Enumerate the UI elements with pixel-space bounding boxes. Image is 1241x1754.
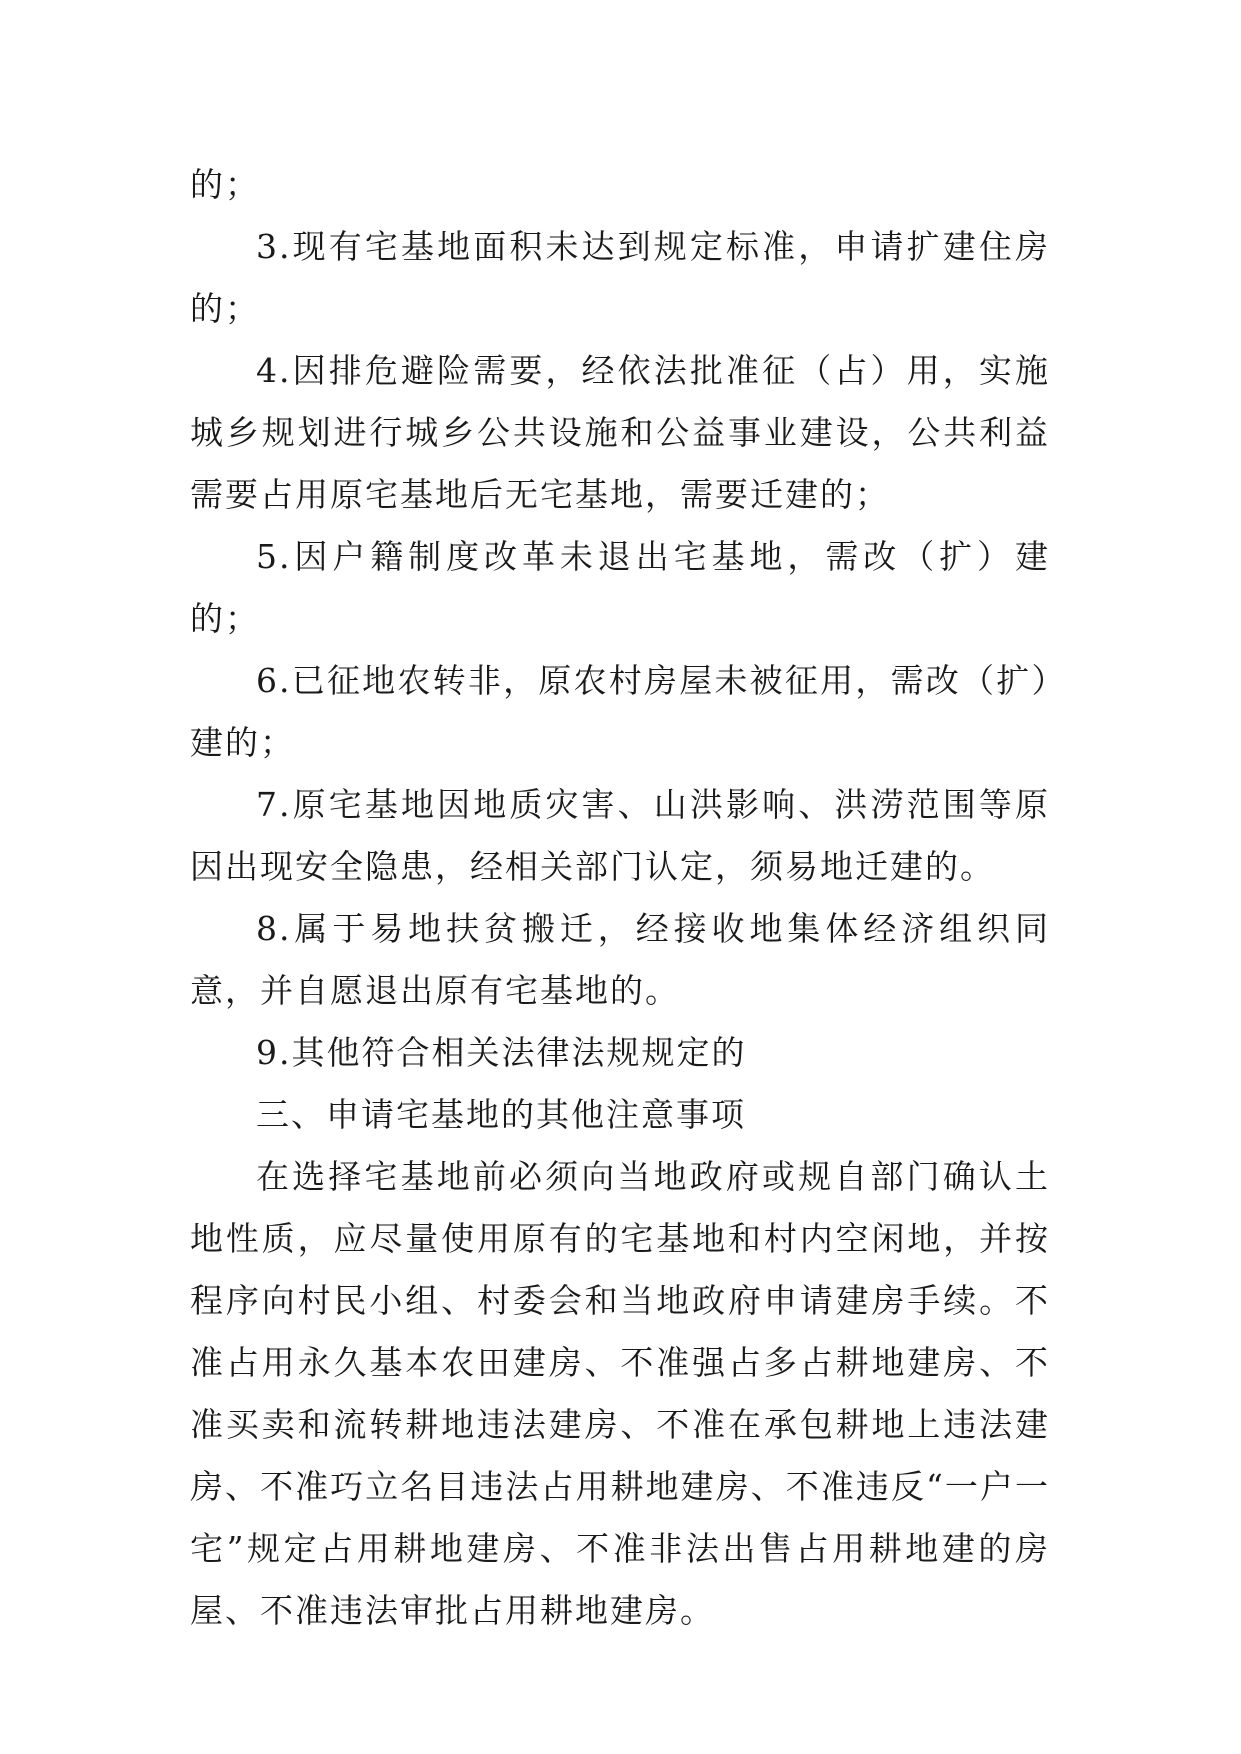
- list-item-8: 8.属于易地扶贫搬迁，经接收地集体经济组织同意，并自愿退出原有宅基地的。: [190, 909, 1050, 1010]
- list-item-7: 7.原宅基地因地质灾害、山洪影响、洪涝范围等原因出现安全隐患，经相关部门认定，须易地迁建的。: [190, 785, 1050, 886]
- paragraph-continuation: 的；: [190, 165, 260, 204]
- list-item-4: 4.因排危避险需要，经依法批准征（占）用，实施城乡规划进行城乡公共设施和公益事业建设，公共利益需要占用原宅基地后无宅基地，需要迁建的；: [190, 351, 1050, 514]
- list-item-9: 9.其他符合相关法律法规规定的: [256, 1033, 747, 1072]
- list-item-6: 6.已征地农转非，原农村房屋未被征用，需改（扩）建的；: [190, 661, 1050, 762]
- document-body: [190, 154, 1050, 1642]
- body-paragraph: 在选择宅基地前必须向当地政府或规自部门确认土地性质，应尽量使用原有的宅基地和村内空闲地，并按程序向村民小组、村委会和当地政府申请建房手续。不准占用永久基本农田建房、不准强占多占耕地建房、不准买卖和流转耕地违法建房、不准在承包耕地上违法建房、不准巧立名目违法占用耕地建房、不准违反“一户一宅”规定占用耕地建房、不准非法出售占用耕地建的房屋、不准违法审批占用耕地建房。: [190, 1157, 1050, 1630]
- section-heading: 三、申请宅基地的其他注意事项: [256, 1095, 746, 1134]
- list-item-5: 5.因户籍制度改革未退出宅基地，需改（扩）建的；: [190, 537, 1050, 638]
- list-item-3: 3.现有宅基地面积未达到规定标准，申请扩建住房的；: [190, 227, 1050, 328]
